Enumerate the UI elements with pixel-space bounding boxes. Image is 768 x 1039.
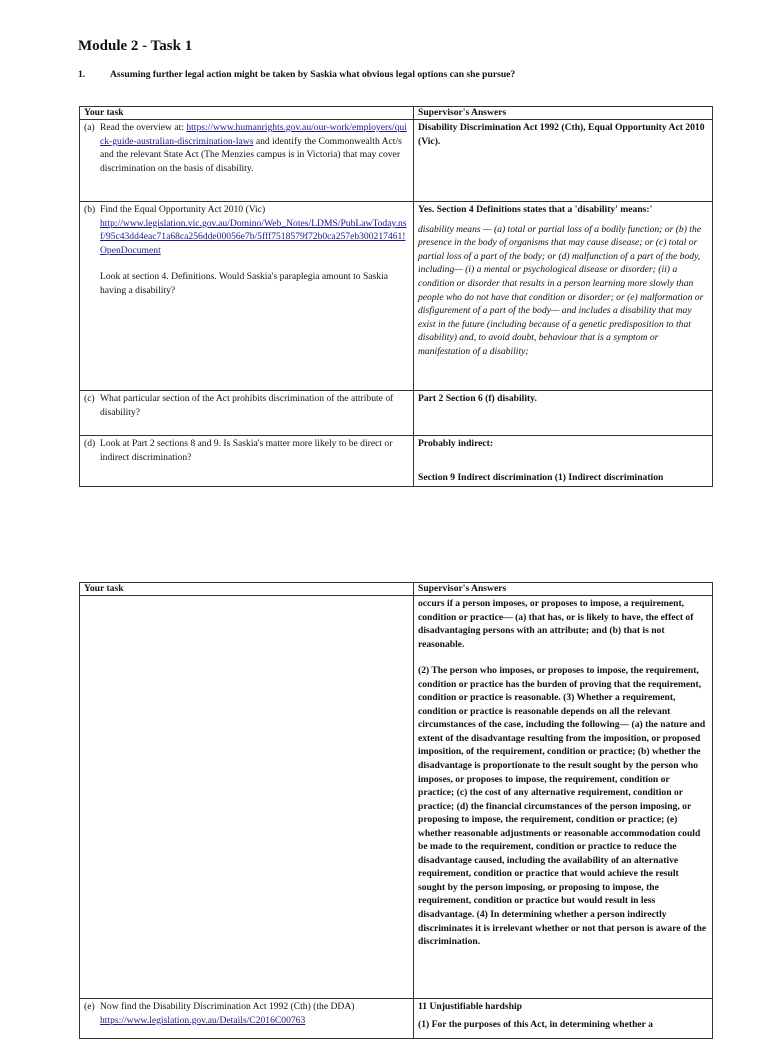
task-text: Look at Part 2 sections 8 and 9. Is Saskia's matter more likely to be direct or indirect discrimination? [100, 438, 393, 463]
task-table-continued [79, 582, 713, 1039]
answer-text: Part 2 Section 6 (f) disability. [418, 393, 537, 404]
hrc-link[interactable]: https://www.humanrights.gov.au/our-work/employers/quick-guide-australian-discrimination-laws [100, 122, 407, 147]
answer-heading: 11 Unjustifiable hardship [418, 1001, 522, 1012]
item-label: (b) [84, 204, 96, 215]
task-cell [80, 391, 414, 436]
table-row [80, 120, 713, 202]
item-label: (d) [84, 438, 96, 449]
table-header-row [80, 107, 713, 120]
answer-cell [414, 120, 713, 202]
item-label: (c) [84, 393, 95, 404]
answer-line: (1) For the purposes of this Act, in determining whether a [418, 1018, 653, 1030]
legislation-gov-au-link[interactable]: https://www.legislation.gov.au/Details/C2016C00763 [100, 1014, 306, 1026]
task-cell [80, 999, 414, 1039]
task-text: What particular section of the Act prohibits discrimination of the attribute of disability? [100, 393, 394, 418]
item-label: (e) [84, 1001, 95, 1012]
task-text: Find the Equal Opportunity Act 2010 (Vic) [100, 204, 266, 215]
task-table [79, 106, 713, 487]
answer-definition: disability means — (a) total or partial loss of a bodily function; or (b) the presence in the body of organisms that may cause disease; or (c) total or partial loss of a part of the body; or (d) malfunction of a part of the body, including— (i) a mental or psychological disease or disorder; (ii) a condition or disorder that results in a person learning more slowly than people who do not have that condition or disorder; or (e) malformation or disfigurement of a part of the body— and includes a disability that may exist in the future (including because of a genetic predisposition to that disability) and, to avoid doubt, behaviour that is a symptom or manifestation of a disability; [418, 223, 704, 357]
answer-paragraph: occurs if a person imposes, or proposes to impose, a requirement, condition or practice— (a) that has, or is likely to have, the effect of disadvantaging persons with an attribute; and (b) that is not reasonable. [418, 598, 694, 650]
task-cell [80, 202, 414, 391]
task-cell-empty [80, 596, 414, 999]
table-row [80, 391, 713, 436]
question-1 [78, 69, 515, 80]
task-text-prefix: Read the overview at: [100, 122, 187, 133]
answer-cell [414, 999, 713, 1039]
task-text-suffix: and identify the Commonwealth Act/s and the relevant State Act (The Menzies campus is in Victoria) that may cover discrimination on the basis of disability. [100, 135, 402, 174]
task-cell [80, 436, 414, 487]
page-title: Module 2 - Task 1 [78, 38, 193, 54]
table-row [80, 202, 713, 391]
answer-cell [414, 391, 713, 436]
answer-cell [414, 436, 713, 487]
task-cell [80, 120, 414, 202]
task-question: Look at section 4. Definitions. Would Saskia's paraplegia amount to Saskia having a disability? [100, 271, 389, 296]
task-text: Now find the Disability Discrimination Act 1992 (Cth) (the DDA) [100, 1001, 355, 1012]
question-number: 1. [78, 69, 86, 80]
table-row [80, 999, 713, 1039]
answer-cell [414, 202, 713, 391]
answer-paragraph: (2) The person who imposes, or proposes to impose, the requirement, condition or practice has the burden of proving that the requirement, condition or practice is reasonable. (3) Whether a requirement, condition or practice is reasonable depends on all the relevant circumstances of the case, including the following— (a) the nature and extent of the disadvantage resulting from the imposition, or proposed imposition, of the requirement, condition or practice; (b) whether the disadvantage is proportionate to the result sought by the person who imposes, or proposes to impose, the requirement, condition or practice; (c) the cost of any alternative requirement, condition or practice; (d) the financial circumstances of the person imposing, or proposing to impose, the requirement, condition or practice; (e) whether reasonable adjustments or reasonable accommodation could be made to the requirement, condition or practice to reduce the disadvantage caused, including the availability of an alternative requirement, condition or practice that would achieve the result sought by the person imposing, or proposing to impose, the requirement, condition or practice but would result in less disadvantage. (4) In determining whether a person indirectly discriminates it is irrelevant whether or not that person is aware of the discrimination. [418, 665, 707, 948]
supervisor-answers-header: Supervisor's Answers [414, 107, 713, 120]
answer-text: Disability Discrimination Act 1992 (Cth), Equal Opportunity Act 2010 (Vic). [418, 122, 705, 147]
legislation-vic-link[interactable]: http://www.legislation.vic.gov.au/Domino/Web_Notes/LDMS/PubLawToday.nsf/95c43dd4eac71a68ca256dde00056e7b/5fff7518579f72b0ca257eb300217461!OpenDocument [100, 217, 407, 256]
table-header-row [80, 583, 713, 596]
answer-heading: Yes. Section 4 Definitions states that a 'disability' means:' [418, 204, 653, 215]
table-row [80, 596, 713, 999]
your-task-header: Your task [80, 107, 414, 120]
question-text: Assuming further legal action might be taken by Saskia what obvious legal options can she pursue? [110, 69, 516, 80]
answer-cell [414, 596, 713, 999]
table-row [80, 436, 713, 487]
answer-line: Probably indirect: [418, 438, 494, 449]
supervisor-answers-header: Supervisor's Answers [414, 583, 713, 596]
your-task-header: Your task [80, 583, 414, 596]
item-label: (a) [84, 122, 95, 133]
answer-line: Section 9 Indirect discrimination (1) Indirect discrimination [418, 471, 664, 483]
